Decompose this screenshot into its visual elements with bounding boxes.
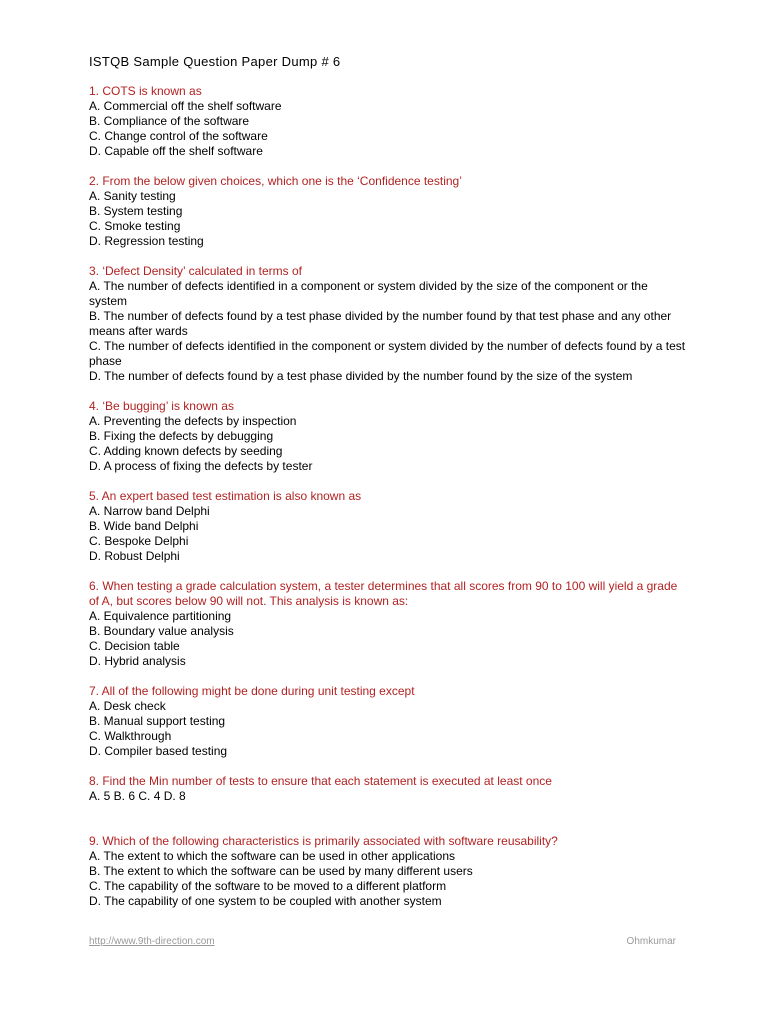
option-list [89,504,689,564]
option-d: D. Robust Delphi [89,549,180,563]
option-list [89,189,689,249]
option-b: B. The extent to which the software can be used by many different users [89,864,473,878]
option-b: B. The number of defects found by a test phase divided by the number found by that test phase and any other means after wards [89,309,672,338]
option-list [89,414,689,474]
option-d: D. Regression testing [89,234,204,248]
question-text: 9. Which of the following characteristics is primarily associated with software reusability? [89,834,558,848]
option-a: A. Equivalence partitioning [89,609,232,623]
option-c: C. Decision table [89,639,180,653]
option-b: B. Fixing the defects by debugging [89,429,274,443]
option-a: A. Preventing the defects by inspection [89,414,297,428]
option-inline: A. 5 B. 6 C. 4 D. 8 [89,789,186,803]
option-a: A. The number of defects identified in a component or system divided by the size of the component or the system [89,279,648,308]
question-1 [89,84,689,159]
question-text: 3. ‘Defect Density’ calculated in terms of [89,264,302,278]
option-list [89,849,689,909]
question-text: 6. When testing a grade calculation system, a tester determines that all scores from 90 to 100 will yield a grade of A, but scores below 90 will not. This analysis is known as: [89,579,678,608]
question-3 [89,264,689,384]
document-page [89,54,689,924]
question-8 [89,774,689,804]
option-d: D. The capability of one system to be coupled with another system [89,894,442,908]
option-a: A. Desk check [89,699,166,713]
question-text: 2. From the below given choices, which one is the ‘Confidence testing’ [89,174,462,188]
question-7 [89,684,689,759]
question-5 [89,489,689,564]
option-d: D. The number of defects found by a test phase divided by the number found by the size of the system [89,369,633,383]
option-b: B. Wide band Delphi [89,519,199,533]
option-c: C. Bespoke Delphi [89,534,189,548]
option-list [89,789,689,804]
question-2 [89,174,689,249]
option-b: B. Compliance of the software [89,114,250,128]
footer-author: Ohmkumar [626,936,676,947]
question-text: 8. Find the Min number of tests to ensure that each statement is executed at least once [89,774,552,788]
option-c: C. Walkthrough [89,729,172,743]
option-list [89,279,689,384]
question-9 [89,834,689,909]
option-c: C. Smoke testing [89,219,181,233]
question-6 [89,579,689,669]
option-c: C. Adding known defects by seeding [89,444,283,458]
option-b: B. Boundary value analysis [89,624,234,638]
option-a: A. Commercial off the shelf software [89,99,282,113]
option-a: A. The extent to which the software can be used in other applications [89,849,455,863]
option-c: C. The number of defects identified in the component or system divided by the number of defects found by a test phase [89,339,686,368]
question-text: 4. ‘Be bugging’ is known as [89,399,234,413]
option-list [89,699,689,759]
option-d: D. Hybrid analysis [89,654,186,668]
option-list [89,99,689,159]
option-a: A. Narrow band Delphi [89,504,210,518]
option-d: D. Compiler based testing [89,744,228,758]
option-d: D. A process of fixing the defects by tester [89,459,313,473]
question-text: 7. All of the following might be done during unit testing except [89,684,415,698]
option-b: B. System testing [89,204,183,218]
option-a: A. Sanity testing [89,189,176,203]
option-d: D. Capable off the shelf software [89,144,263,158]
option-c: C. The capability of the software to be moved to a different platform [89,879,447,893]
option-list [89,609,689,669]
question-4 [89,399,689,474]
footer-website-link[interactable]: http://www.9th-direction.com [89,936,215,947]
question-text: 5. An expert based test estimation is also known as [89,489,362,503]
document-title: ISTQB Sample Question Paper Dump # 6 [89,54,341,69]
option-c: C. Change control of the software [89,129,268,143]
question-text: 1. COTS is known as [89,84,202,98]
option-b: B. Manual support testing [89,714,226,728]
